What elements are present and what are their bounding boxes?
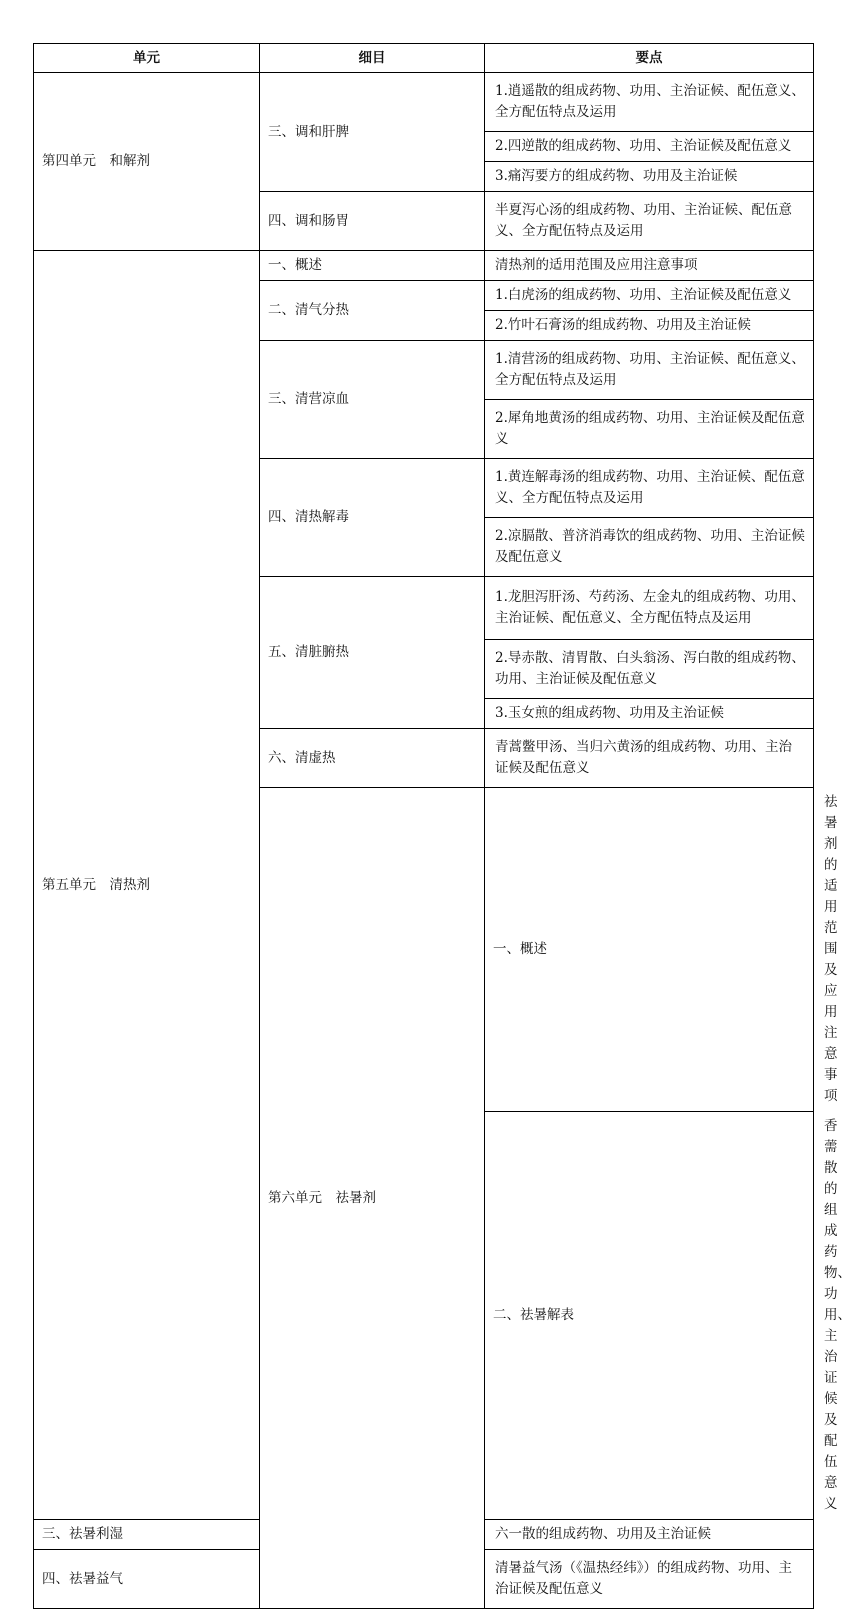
point-cell: 1.逍遥散的组成药物、功用、主治证候、配伍意义、全方配伍特点及运用 xyxy=(485,73,814,132)
table-row xyxy=(34,251,814,281)
item-cell: 一、概述 xyxy=(485,788,814,1112)
point-cell: 清暑益气汤（《温热经纬》）的组成药物、功用、主治证候及配伍意义 xyxy=(485,1550,814,1609)
item-cell: 一、概述 xyxy=(260,251,485,281)
unit-cell-5: 第五单元 清热剂 xyxy=(34,251,260,1520)
point-cell: 1.白虎汤的组成药物、功用、主治证候及配伍意义 xyxy=(485,281,814,311)
point-cell: 2.犀角地黄汤的组成药物、功用、主治证候及配伍意义 xyxy=(485,400,814,459)
table-row: 二、祛暑解表 香薷散的组成药物、功用、主治证候及配伍意义 xyxy=(34,1112,814,1520)
header-row xyxy=(34,44,814,73)
point-cell: 3.玉女煎的组成药物、功用及主治证候 xyxy=(485,699,814,729)
item-cell: 六、清虚热 xyxy=(260,729,485,788)
item-cell: 二、清气分热 xyxy=(260,281,485,341)
item-cell: 四、祛暑益气 xyxy=(34,1550,260,1609)
point-cell: 2.竹叶石膏汤的组成药物、功用及主治证候 xyxy=(485,311,814,341)
table-row: 第六单元 祛暑剂 一、概述 祛暑剂的适用范围及应用注意事项 xyxy=(34,788,814,1112)
point-cell: 六一散的组成药物、功用及主治证候 xyxy=(485,1520,814,1550)
point-cell: 1.清营汤的组成药物、功用、主治证候、配伍意义、全方配伍特点及运用 xyxy=(485,341,814,400)
item-cell: 五、清脏腑热 xyxy=(260,577,485,729)
table-row xyxy=(34,73,814,132)
point-cell: 半夏泻心汤的组成药物、功用、主治证候、配伍意义、全方配伍特点及运用 xyxy=(485,192,814,251)
point-cell: 1.黄连解毒汤的组成药物、功用、主治证候、配伍意义、全方配伍特点及运用 xyxy=(485,459,814,518)
header-point: 要点 xyxy=(485,44,814,73)
item-cell: 四、调和肠胃 xyxy=(260,192,485,251)
unit-cell-4: 第四单元 和解剂 xyxy=(34,73,260,251)
point-cell: 青蒿鳖甲汤、当归六黄汤的组成药物、功用、主治证候及配伍意义 xyxy=(485,729,814,788)
syllabus-table xyxy=(33,43,851,1609)
item-cell: 三、调和肝脾 xyxy=(260,73,485,192)
unit-cell-6: 第六单元 祛暑剂 xyxy=(260,788,485,1609)
item-cell: 三、清营凉血 xyxy=(260,341,485,459)
point-cell: 2.四逆散的组成药物、功用、主治证候及配伍意义 xyxy=(485,132,814,162)
point-cell: 3.痛泻要方的组成药物、功用及主治证候 xyxy=(485,162,814,192)
point-cell: 2.导赤散、清胃散、白头翁汤、泻白散的组成药物、功用、主治证候及配伍意义 xyxy=(485,640,814,699)
point-cell: 清热剂的适用范围及应用注意事项 xyxy=(485,251,814,281)
header-item: 细目 xyxy=(260,44,485,73)
header-unit: 单元 xyxy=(34,44,260,73)
item-cell: 三、祛暑利湿 xyxy=(34,1520,260,1550)
point-cell: 2.凉膈散、普济消毒饮的组成药物、功用、主治证候及配伍意义 xyxy=(485,518,814,577)
point-cell: 1.龙胆泻肝汤、芍药汤、左金丸的组成药物、功用、主治证候、配伍意义、全方配伍特点及运用 xyxy=(485,577,814,640)
item-cell: 二、祛暑解表 xyxy=(485,1112,814,1520)
item-cell: 四、清热解毒 xyxy=(260,459,485,577)
